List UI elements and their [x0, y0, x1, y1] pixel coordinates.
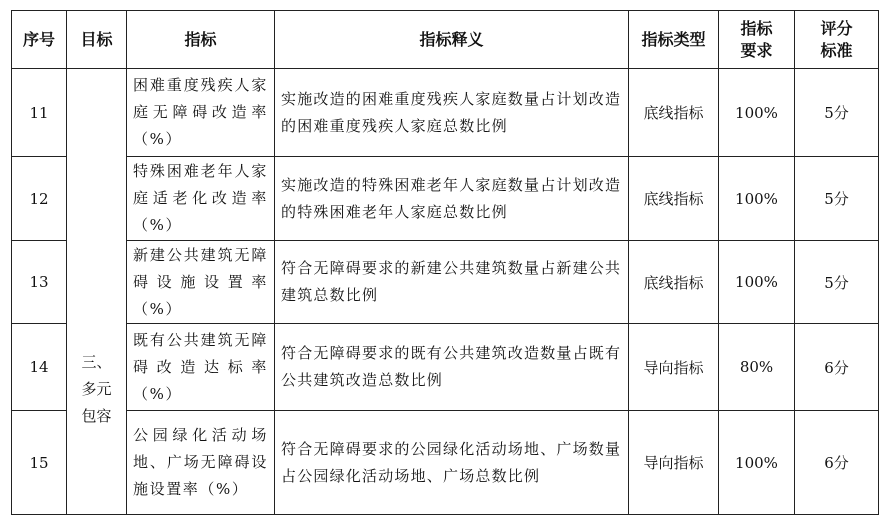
header-goal: 目标	[67, 11, 127, 69]
row-score: 5分	[795, 69, 879, 157]
row-requirement: 100%	[719, 157, 795, 241]
table-row	[12, 241, 879, 324]
row-definition: 符合无障碍要求的新建公共建筑数量占新建公共建筑总数比例	[275, 241, 629, 324]
table-row	[12, 324, 879, 411]
table-row	[12, 69, 879, 157]
row-seq: 14	[12, 324, 67, 411]
header-requirement-line-1: 指标	[740, 18, 773, 38]
row-indicator: 既有公共建筑无障碍改造达标率（%）	[127, 324, 275, 411]
row-requirement: 100%	[719, 411, 795, 515]
table-row	[12, 411, 879, 515]
row-type: 底线指标	[629, 241, 719, 324]
row-requirement: 100%	[719, 69, 795, 157]
row-definition: 实施改造的特殊困难老年人家庭数量占计划改造的特殊困难老年人家庭总数比例	[275, 157, 629, 241]
header-score	[795, 11, 879, 69]
header-type: 指标类型	[629, 11, 719, 69]
row-indicator: 困难重度残疾人家庭无障碍改造率（%）	[127, 69, 275, 157]
header-row	[12, 11, 879, 69]
header-score-line-1: 评分	[820, 18, 853, 38]
row-definition: 实施改造的困难重度残疾人家庭数量占计划改造的困难重度残疾人家庭总数比例	[275, 69, 629, 157]
row-type: 底线指标	[629, 69, 719, 157]
header-score-line-2: 标准	[820, 40, 853, 60]
table-row	[12, 157, 879, 241]
row-seq: 13	[12, 241, 67, 324]
row-seq: 11	[12, 69, 67, 157]
row-definition: 符合无障碍要求的公园绿化活动场地、广场数量占公园绿化活动场地、广场总数比例	[275, 411, 629, 515]
goal-line-3: 包容	[81, 407, 112, 425]
header-requirement	[719, 11, 795, 69]
row-seq: 12	[12, 157, 67, 241]
row-indicator: 公园绿化活动场地、广场无障碍设施设置率（%）	[127, 411, 275, 515]
goal-cell	[67, 69, 127, 515]
header-seq: 序号	[12, 11, 67, 69]
row-definition: 符合无障碍要求的既有公共建筑改造数量占既有公共建筑改造总数比例	[275, 324, 629, 411]
row-score: 6分	[795, 324, 879, 411]
row-requirement: 100%	[719, 241, 795, 324]
header-requirement-line-2: 要求	[740, 40, 773, 60]
row-indicator: 特殊困难老年人家庭适老化改造率（%）	[127, 157, 275, 241]
row-score: 6分	[795, 411, 879, 515]
row-type: 导向指标	[629, 411, 719, 515]
row-type: 导向指标	[629, 324, 719, 411]
row-seq: 15	[12, 411, 67, 515]
row-requirement: 80%	[719, 324, 795, 411]
indicator-table	[11, 10, 879, 515]
goal-line-2: 多元	[81, 380, 112, 398]
goal-line-1: 三、	[81, 353, 112, 371]
header-indicator: 指标	[127, 11, 275, 69]
row-score: 5分	[795, 157, 879, 241]
header-definition: 指标释义	[275, 11, 629, 69]
row-type: 底线指标	[629, 157, 719, 241]
row-indicator: 新建公共建筑无障碍设施设置率（%）	[127, 241, 275, 324]
row-score: 5分	[795, 241, 879, 324]
